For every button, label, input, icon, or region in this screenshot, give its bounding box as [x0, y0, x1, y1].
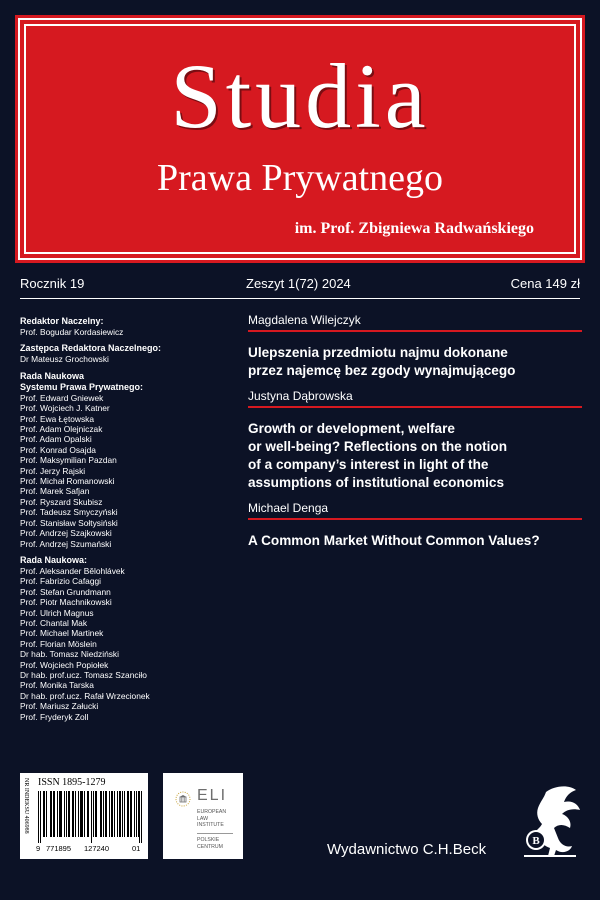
index-number	[20, 777, 30, 855]
barcode-bar	[75, 791, 76, 837]
board-member: Prof. Wojciech Popiołek	[20, 659, 109, 670]
barcode-graphic	[38, 791, 142, 843]
barcode-bar	[141, 791, 142, 843]
article-title-line: A Common Market Without Common Values?	[248, 533, 540, 548]
barcode-bar	[95, 791, 96, 837]
board-member: Prof. Fabrizio Cafaggi	[20, 576, 101, 587]
journal-dedication: im. Prof. Zbigniewa Radwańskiego	[294, 220, 534, 237]
barcode-bar	[69, 791, 70, 837]
article-title-line: assumptions of institutional economics	[248, 475, 505, 490]
deputy-heading: Zastępca Redaktora Naczelnego:	[20, 343, 162, 354]
editorial-board	[20, 316, 230, 728]
eli-sub-line: LAW	[197, 815, 209, 822]
barcode-bar	[46, 791, 47, 837]
eli-subtitle	[197, 809, 226, 829]
board-member: Prof. Andrzej Szajkowski	[20, 528, 112, 539]
barcode-bar	[130, 791, 131, 837]
article-title-line: Growth or development, welfare	[248, 421, 455, 436]
eli-centre-line: CENTRUM	[197, 843, 223, 850]
barcode-bar	[50, 791, 51, 837]
volume-label: Rocznik 19	[20, 276, 85, 291]
board-member: Prof. Adam Opalski	[20, 434, 92, 445]
masthead	[18, 18, 582, 260]
barcode-bar	[73, 791, 74, 837]
article-entry	[248, 500, 582, 550]
barcode-bar	[44, 791, 45, 837]
board-member: Prof. Mariusz Załucki	[20, 701, 99, 712]
board-member: Prof. Michał Romanowski	[20, 476, 115, 487]
article-title	[248, 532, 582, 550]
svg-text:B: B	[532, 835, 540, 847]
board-member: Prof. Monika Tarska	[20, 680, 94, 691]
editor-name: Prof. Bogudar Kordasiewicz	[20, 327, 124, 337]
article-divider	[248, 518, 582, 520]
barcode-bar	[93, 791, 94, 837]
barcode-bar	[64, 791, 65, 837]
index-number-text: NR INDEKSU 406988	[23, 778, 29, 834]
eli-logo-panel	[163, 773, 243, 859]
barcode-bar	[139, 791, 140, 843]
barcode-bar	[54, 791, 55, 837]
issue-label: Zeszyt 1(72) 2024	[246, 276, 351, 291]
board-member: Prof. Konrad Osajda	[20, 444, 96, 455]
beck-griffin-logo-icon	[516, 784, 584, 860]
eli-sub-line: EUROPEAN	[197, 809, 227, 815]
issue-meta	[20, 276, 580, 294]
barcode-bar	[88, 791, 89, 837]
article-author: Michael Denga	[248, 501, 329, 515]
barcode-bar	[120, 791, 121, 837]
article-divider	[248, 406, 582, 408]
barcode-bar	[100, 791, 101, 837]
article-title	[248, 420, 582, 492]
barcode-bar	[96, 791, 97, 837]
barcode-bar	[112, 791, 113, 837]
system-council-heading: Rada Naukowa	[20, 370, 85, 381]
barcode-bar	[111, 791, 112, 837]
article-divider	[248, 330, 582, 332]
barcode-bar	[38, 791, 39, 843]
deputy-name: Dr Mateusz Grochowski	[20, 354, 109, 365]
article-author: Magdalena Wilejczyk	[248, 313, 361, 327]
barcode-bar	[66, 791, 67, 837]
barcode-bar	[128, 791, 129, 837]
barcode-bar	[53, 791, 54, 837]
publisher-name: Wydawnictwo C.H.Beck	[327, 841, 487, 858]
board-member: Prof. Edward Gniewek	[20, 392, 104, 403]
barcode-bar	[51, 791, 52, 837]
board-member: Prof. Aleksander Bělohlávek	[20, 565, 125, 576]
barcode-bar	[119, 791, 120, 837]
system-council-heading-2: Systemu Prawa Prywatnego:	[20, 381, 144, 392]
article-title	[248, 344, 582, 380]
council-heading: Rada Naukowa:	[20, 554, 88, 565]
board-member: Prof. Ewa Łętowska	[20, 413, 95, 424]
barcode-bar	[138, 791, 139, 837]
barcode-bar	[87, 791, 88, 837]
board-member: Prof. Adam Olejniczak	[20, 424, 103, 435]
barcode-bar	[109, 791, 110, 837]
eli-emblem-icon	[175, 791, 191, 807]
board-member: Prof. Florian Möslein	[20, 638, 97, 649]
barcode-bar	[61, 791, 62, 837]
board-member: Prof. Jerzy Rajski	[20, 465, 86, 476]
barcode-bar	[106, 791, 107, 837]
barcode-bar	[40, 791, 41, 843]
barcode-bar	[136, 791, 137, 837]
meta-divider	[20, 298, 580, 299]
eli-centre	[197, 837, 223, 850]
board-member: Prof. Andrzej Szumański	[20, 538, 112, 549]
barcode-bar	[122, 791, 123, 837]
barcode-bar	[131, 791, 132, 837]
ean-prefix: 9	[36, 844, 41, 853]
barcode-bar	[60, 791, 61, 837]
price-label: Cena 149 zł	[510, 276, 580, 291]
barcode-bar	[84, 791, 85, 837]
barcode-bar	[80, 791, 81, 837]
board-member: Prof. Ryszard Skubisz	[20, 496, 103, 507]
board-member: Prof. Piotr Machnikowski	[20, 597, 112, 608]
board-member: Prof. Chantal Mak	[20, 617, 88, 628]
editor-heading: Redaktor Naczelny:	[20, 316, 104, 326]
barcode-bar	[59, 791, 60, 837]
article-author: Justyna Dąbrowska	[248, 389, 353, 403]
board-member: Prof. Ulrich Magnus	[20, 607, 94, 618]
journal-subtitle: Prawa Prywatnego	[157, 157, 443, 199]
board-member: Prof. Wojciech J. Katner	[20, 403, 110, 414]
board-member: Dr hab. Tomasz Niedziński	[20, 649, 119, 660]
board-member: Prof. Stefan Grundmann	[20, 586, 111, 597]
eli-sub-line: INSTITUTE	[197, 822, 224, 829]
barcode-bar	[105, 791, 106, 837]
barcode-bar	[134, 791, 135, 837]
barcode-bar	[81, 791, 82, 837]
ean-left: 771895	[46, 844, 72, 853]
table-of-contents	[248, 312, 582, 558]
barcode-panel	[20, 773, 148, 859]
article-entry	[248, 312, 582, 380]
board-member: Dr hab. prof.ucz. Tomasz Szanciło	[20, 669, 147, 680]
article-title-line: or well-being? Reflections on the notion	[248, 439, 508, 454]
journal-title: Studia	[170, 45, 430, 147]
ean-addon: 01	[132, 844, 141, 853]
article-title-line: przez najemcę bez zgody wynajmującego	[248, 363, 516, 378]
barcode-bar	[72, 791, 73, 837]
board-member: Dr hab. prof.ucz. Rafał Wrzecionek	[20, 690, 150, 701]
eli-divider	[197, 833, 233, 834]
eli-centre-line: POLSKIE	[197, 837, 220, 843]
barcode-bar	[127, 791, 128, 837]
barcode-bar	[57, 791, 58, 837]
board-member: Prof. Marek Safjan	[20, 486, 90, 497]
barcode-bar	[124, 791, 125, 837]
barcode-bar	[91, 791, 92, 843]
barcode-bar	[68, 791, 69, 837]
board-member: Prof. Tadeusz Smyczyński	[20, 507, 118, 518]
barcode-bar	[82, 791, 83, 837]
article-title-line: Ulepszenia przedmiotu najmu dokonane	[248, 345, 508, 360]
barcode-bar	[114, 791, 115, 837]
board-member: Prof. Maksymilian Pazdan	[20, 455, 117, 466]
board-member: Prof. Michael Martinek	[20, 628, 104, 639]
barcode-bar	[43, 791, 44, 837]
ean-right: 127240	[84, 844, 110, 853]
barcode-bar	[101, 791, 102, 837]
article-entry	[248, 388, 582, 492]
barcode-bar	[117, 791, 118, 837]
issn-label: ISSN 1895-1279	[38, 777, 106, 788]
eli-wordmark: ELI	[197, 787, 228, 804]
board-member: Prof. Stanisław Sołtysiński	[20, 517, 118, 528]
board-member: Prof. Fryderyk Zoll	[20, 711, 89, 722]
barcode-bar	[78, 791, 79, 837]
barcode-bar	[103, 791, 104, 837]
article-title-line: of a company’s interest in light of the	[248, 457, 489, 472]
